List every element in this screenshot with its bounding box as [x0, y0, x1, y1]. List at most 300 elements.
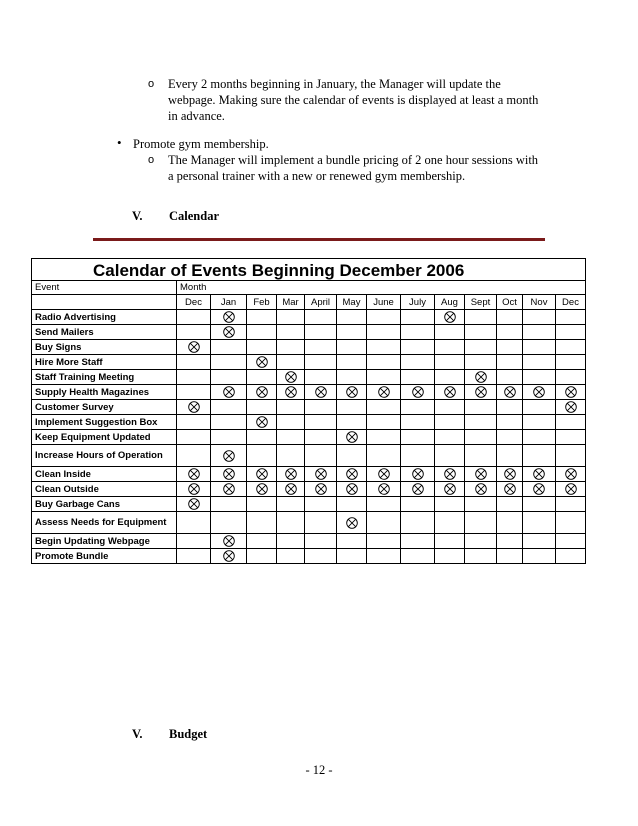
calendar-cell [435, 415, 465, 430]
calendar-cell [277, 534, 305, 549]
page-number: - 12 - [305, 763, 333, 777]
calendar-cell [247, 482, 277, 497]
circled-x-icon [533, 483, 545, 495]
section-heading-budget [132, 726, 208, 742]
calendar-cell [305, 549, 337, 564]
month-row-spacer [32, 295, 177, 310]
calendar-cell [211, 355, 247, 370]
calendar-cell [435, 512, 465, 534]
calendar-cell [247, 385, 277, 400]
calendar-cell [247, 512, 277, 534]
section-number: V. [132, 209, 143, 223]
month-header: Month [177, 281, 586, 295]
circled-x-icon [315, 468, 327, 480]
text-line: The Manager will implement a bundle pricing of 2 one hour sessions with [168, 153, 539, 167]
circled-x-icon [256, 356, 268, 368]
calendar-cell [497, 430, 523, 445]
calendar-cell [401, 310, 435, 325]
month-header-cell: July [401, 295, 435, 310]
calendar-cell [305, 534, 337, 549]
calendar-cell [465, 467, 497, 482]
calendar-cell [465, 534, 497, 549]
calendar-cell [497, 385, 523, 400]
calendar-cell [435, 497, 465, 512]
calendar-cell [497, 340, 523, 355]
calendar-cell [211, 415, 247, 430]
calendar-cell [277, 482, 305, 497]
calendar-cell [497, 482, 523, 497]
calendar-cell [435, 325, 465, 340]
calendar-cell [367, 415, 401, 430]
calendar-cell [177, 355, 211, 370]
event-name: Buy Signs [32, 340, 177, 355]
calendar-cell [211, 385, 247, 400]
calendar-cell [337, 430, 367, 445]
calendar-cell [211, 340, 247, 355]
circled-x-icon [504, 483, 516, 495]
circled-x-icon [256, 483, 268, 495]
calendar-cell [247, 370, 277, 385]
calendar-cell [523, 415, 556, 430]
circled-x-icon [475, 468, 487, 480]
calendar-cell [305, 355, 337, 370]
calendar-cell [401, 370, 435, 385]
bullet-text: Promote gym membership. [133, 137, 269, 151]
calendar-cell [435, 482, 465, 497]
calendar-cell [367, 512, 401, 534]
calendar-cell [435, 549, 465, 564]
sub-bullet-text [168, 76, 548, 124]
calendar-cell [497, 325, 523, 340]
calendar-cell [435, 534, 465, 549]
month-header-cell: Aug [435, 295, 465, 310]
circled-x-icon [412, 468, 424, 480]
calendar-cell [177, 385, 211, 400]
calendar-cell [337, 512, 367, 534]
calendar-cell [337, 445, 367, 467]
sub-bullet-text [168, 152, 548, 184]
circled-x-icon [346, 431, 358, 443]
calendar-cell [305, 445, 337, 467]
calendar-cell [465, 549, 497, 564]
calendar-cell [247, 549, 277, 564]
circled-x-icon [285, 468, 297, 480]
calendar-cell [211, 534, 247, 549]
calendar-cell [277, 355, 305, 370]
text-line: in advance. [168, 109, 225, 123]
calendar-cell [556, 512, 586, 534]
event-name: Promote Bundle [32, 549, 177, 564]
text-line: webpage. Making sure the calendar of events is displayed at least a month [168, 93, 539, 107]
decorative-rule [93, 238, 545, 241]
calendar-cell [367, 445, 401, 467]
calendar-cell [337, 385, 367, 400]
calendar-cell [305, 370, 337, 385]
month-header-cell: Mar [277, 295, 305, 310]
calendar-row [32, 534, 586, 549]
section-title: Calendar [169, 209, 219, 223]
calendar-row [32, 512, 586, 534]
circled-x-icon [315, 386, 327, 398]
calendar-cell [305, 340, 337, 355]
month-header-cell: June [367, 295, 401, 310]
calendar-cell [465, 512, 497, 534]
calendar-cell [211, 370, 247, 385]
section-title: Budget [169, 727, 208, 741]
circled-x-icon [444, 311, 456, 323]
month-header-cell: May [337, 295, 367, 310]
circled-x-icon [378, 468, 390, 480]
circled-x-icon [285, 371, 297, 383]
calendar-cell [177, 430, 211, 445]
event-name: Increase Hours of Operation [32, 445, 177, 467]
calendar-cell [305, 310, 337, 325]
calendar-cell [305, 497, 337, 512]
calendar-cell [401, 325, 435, 340]
month-header-cell: Jan [211, 295, 247, 310]
calendar-cell [305, 430, 337, 445]
circled-x-icon [223, 550, 235, 562]
circled-x-icon [475, 371, 487, 383]
calendar-row [32, 482, 586, 497]
sub-bullet-marker: o [148, 78, 155, 90]
circled-x-icon [565, 483, 577, 495]
calendar-cell [277, 325, 305, 340]
calendar-cell [523, 370, 556, 385]
calendar-cell [497, 445, 523, 467]
circled-x-icon [223, 483, 235, 495]
circled-x-icon [533, 386, 545, 398]
calendar-cell [211, 430, 247, 445]
calendar-cell [177, 534, 211, 549]
circled-x-icon [533, 468, 545, 480]
circled-x-icon [412, 483, 424, 495]
calendar-cell [465, 415, 497, 430]
circled-x-icon [223, 326, 235, 338]
calendar-cell [305, 512, 337, 534]
calendar-cell [277, 370, 305, 385]
calendar-cell [435, 370, 465, 385]
calendar-cell [556, 400, 586, 415]
calendar-row [32, 497, 586, 512]
calendar-cell [401, 482, 435, 497]
calendar-cell [523, 445, 556, 467]
calendar-cell [435, 310, 465, 325]
calendar-cell [401, 385, 435, 400]
calendar-cell [337, 534, 367, 549]
calendar-cell [523, 534, 556, 549]
calendar-cell [556, 534, 586, 549]
circled-x-icon [223, 535, 235, 547]
calendar-cell [247, 310, 277, 325]
calendar-cell [401, 549, 435, 564]
calendar-cell [435, 445, 465, 467]
calendar-title: Calendar of Events Beginning December 2006 [93, 261, 465, 280]
calendar-cell [367, 430, 401, 445]
calendar-cell [177, 467, 211, 482]
circled-x-icon [285, 483, 297, 495]
calendar-cell [401, 400, 435, 415]
calendar-cell [305, 467, 337, 482]
calendar-cell [211, 400, 247, 415]
calendar-cell [401, 467, 435, 482]
calendar-cell [523, 385, 556, 400]
month-row [32, 295, 586, 310]
calendar-cell [367, 549, 401, 564]
calendar-cell [465, 482, 497, 497]
calendar-cell [177, 415, 211, 430]
calendar-cell [337, 497, 367, 512]
month-header-cell: Dec [556, 295, 586, 310]
circled-x-icon [315, 483, 327, 495]
calendar-cell [523, 549, 556, 564]
calendar-cell [497, 370, 523, 385]
calendar-cell [337, 325, 367, 340]
calendar-cell [247, 340, 277, 355]
circled-x-icon [188, 498, 200, 510]
calendar-row [32, 370, 586, 385]
calendar-cell [556, 385, 586, 400]
calendar-cell [337, 370, 367, 385]
calendar-cell [435, 400, 465, 415]
calendar-cell [211, 512, 247, 534]
calendar-cell [177, 445, 211, 467]
bullet-marker: • [117, 135, 122, 150]
calendar-row [32, 445, 586, 467]
calendar-cell [247, 467, 277, 482]
circled-x-icon [475, 386, 487, 398]
calendar-cell [277, 467, 305, 482]
calendar-cell [465, 497, 497, 512]
circled-x-icon [346, 468, 358, 480]
calendar-cell [337, 415, 367, 430]
calendar-cell [211, 549, 247, 564]
calendar-cell [177, 400, 211, 415]
calendar-cell [465, 400, 497, 415]
calendar-cell [435, 355, 465, 370]
calendar-cell [337, 400, 367, 415]
calendar-cell [497, 415, 523, 430]
event-name: Radio Advertising [32, 310, 177, 325]
calendar-cell [556, 430, 586, 445]
calendar-cell [465, 340, 497, 355]
calendar-cell [497, 512, 523, 534]
calendar-cell [465, 355, 497, 370]
event-name: Supply Health Magazines [32, 385, 177, 400]
calendar-cell [277, 549, 305, 564]
calendar-cell [177, 549, 211, 564]
calendar-cell [497, 497, 523, 512]
calendar-cell [367, 325, 401, 340]
calendar-cell [177, 370, 211, 385]
calendar-cell [556, 310, 586, 325]
calendar-cell [305, 325, 337, 340]
text-line: a personal trainer with a new or renewed gym membership. [168, 169, 466, 183]
text-line: Every 2 months beginning in January, the Manager will update the [168, 77, 501, 91]
event-name: Implement Suggestion Box [32, 415, 177, 430]
calendar-cell [523, 400, 556, 415]
circled-x-icon [188, 401, 200, 413]
calendar-header-row [32, 281, 586, 295]
month-header-cell: Dec [177, 295, 211, 310]
circled-x-icon [475, 483, 487, 495]
calendar-cell [465, 445, 497, 467]
calendar-cell [211, 497, 247, 512]
calendar-cell [556, 325, 586, 340]
circled-x-icon [378, 483, 390, 495]
calendar-cell [177, 310, 211, 325]
calendar-cell [211, 310, 247, 325]
calendar-cell [337, 549, 367, 564]
calendar-cell [401, 445, 435, 467]
calendar-cell [523, 340, 556, 355]
calendar-row [32, 430, 586, 445]
calendar-cell [556, 355, 586, 370]
circled-x-icon [504, 386, 516, 398]
event-name: Assess Needs for Equipment [32, 512, 177, 534]
calendar-cell [523, 430, 556, 445]
calendar-cell [305, 482, 337, 497]
month-header-cell: Sept [465, 295, 497, 310]
calendar-cell [465, 430, 497, 445]
calendar-cell [523, 482, 556, 497]
calendar-cell [177, 482, 211, 497]
calendar-cell [247, 400, 277, 415]
calendar-cell [523, 355, 556, 370]
section-number: V. [132, 727, 143, 741]
calendar-cell [247, 445, 277, 467]
calendar-cell [401, 430, 435, 445]
calendar-cell [277, 385, 305, 400]
calendar-cell [401, 497, 435, 512]
calendar-cell [367, 534, 401, 549]
calendar-cell [247, 325, 277, 340]
calendar-cell [465, 325, 497, 340]
calendar-cell [177, 512, 211, 534]
calendar-cell [497, 549, 523, 564]
calendar-cell [465, 385, 497, 400]
calendar-cell [435, 340, 465, 355]
calendar-cell [277, 400, 305, 415]
calendar-cell [556, 445, 586, 467]
calendar-cell [401, 534, 435, 549]
calendar-cell [367, 400, 401, 415]
calendar-cell [247, 534, 277, 549]
calendar-cell [211, 467, 247, 482]
calendar-cell [367, 385, 401, 400]
month-header-cell: April [305, 295, 337, 310]
sub-bullet-marker: o [148, 154, 155, 166]
calendar-cell [247, 430, 277, 445]
circled-x-icon [256, 416, 268, 428]
calendar-cell [277, 430, 305, 445]
calendar-row [32, 310, 586, 325]
calendar-cell [177, 497, 211, 512]
calendar-cell [435, 430, 465, 445]
event-name: Clean Outside [32, 482, 177, 497]
circled-x-icon [412, 386, 424, 398]
calendar-cell [497, 467, 523, 482]
calendar-cell [523, 325, 556, 340]
circled-x-icon [565, 386, 577, 398]
event-name: Staff Training Meeting [32, 370, 177, 385]
calendar-cell [556, 497, 586, 512]
circled-x-icon [346, 386, 358, 398]
event-name: Send Mailers [32, 325, 177, 340]
calendar-cell [337, 310, 367, 325]
circled-x-icon [444, 483, 456, 495]
event-header: Event [32, 281, 177, 295]
circled-x-icon [223, 450, 235, 462]
circled-x-icon [285, 386, 297, 398]
calendar-cell [497, 400, 523, 415]
calendar-row [32, 415, 586, 430]
calendar-cell [247, 415, 277, 430]
calendar-cell [247, 497, 277, 512]
month-header-cell: Nov [523, 295, 556, 310]
calendar-cell [435, 385, 465, 400]
event-name: Hire More Staff [32, 355, 177, 370]
circled-x-icon [504, 468, 516, 480]
calendar-row [32, 467, 586, 482]
circled-x-icon [188, 468, 200, 480]
calendar-cell [465, 310, 497, 325]
calendar-cell [277, 415, 305, 430]
calendar-cell [556, 482, 586, 497]
circled-x-icon [346, 483, 358, 495]
event-name: Buy Garbage Cans [32, 497, 177, 512]
calendar-cell [435, 467, 465, 482]
calendar-cell [523, 467, 556, 482]
calendar-cell [305, 400, 337, 415]
calendar-cell [305, 415, 337, 430]
circled-x-icon [565, 468, 577, 480]
calendar-cell [401, 340, 435, 355]
circled-x-icon [444, 468, 456, 480]
calendar-cell [556, 549, 586, 564]
circled-x-icon [223, 386, 235, 398]
event-name: Clean Inside [32, 467, 177, 482]
calendar-cell [556, 415, 586, 430]
calendar-row [32, 549, 586, 564]
circled-x-icon [256, 468, 268, 480]
calendar-cell [277, 445, 305, 467]
calendar-cell [556, 370, 586, 385]
calendar-cell [337, 355, 367, 370]
calendar-cell [277, 497, 305, 512]
calendar-row [32, 355, 586, 370]
circled-x-icon [378, 386, 390, 398]
calendar-cell [523, 310, 556, 325]
calendar-cell [277, 512, 305, 534]
calendar-cell [211, 325, 247, 340]
calendar-row [32, 400, 586, 415]
calendar-cell [497, 310, 523, 325]
calendar-table [31, 258, 586, 564]
circled-x-icon [188, 483, 200, 495]
calendar-row [32, 340, 586, 355]
calendar-cell [401, 415, 435, 430]
event-name: Keep Equipment Updated [32, 430, 177, 445]
calendar-cell [211, 445, 247, 467]
calendar-cell [367, 310, 401, 325]
calendar-cell [367, 355, 401, 370]
calendar-cell [367, 370, 401, 385]
calendar-cell [277, 340, 305, 355]
calendar-cell [497, 534, 523, 549]
calendar-cell [337, 482, 367, 497]
calendar-cell [367, 467, 401, 482]
